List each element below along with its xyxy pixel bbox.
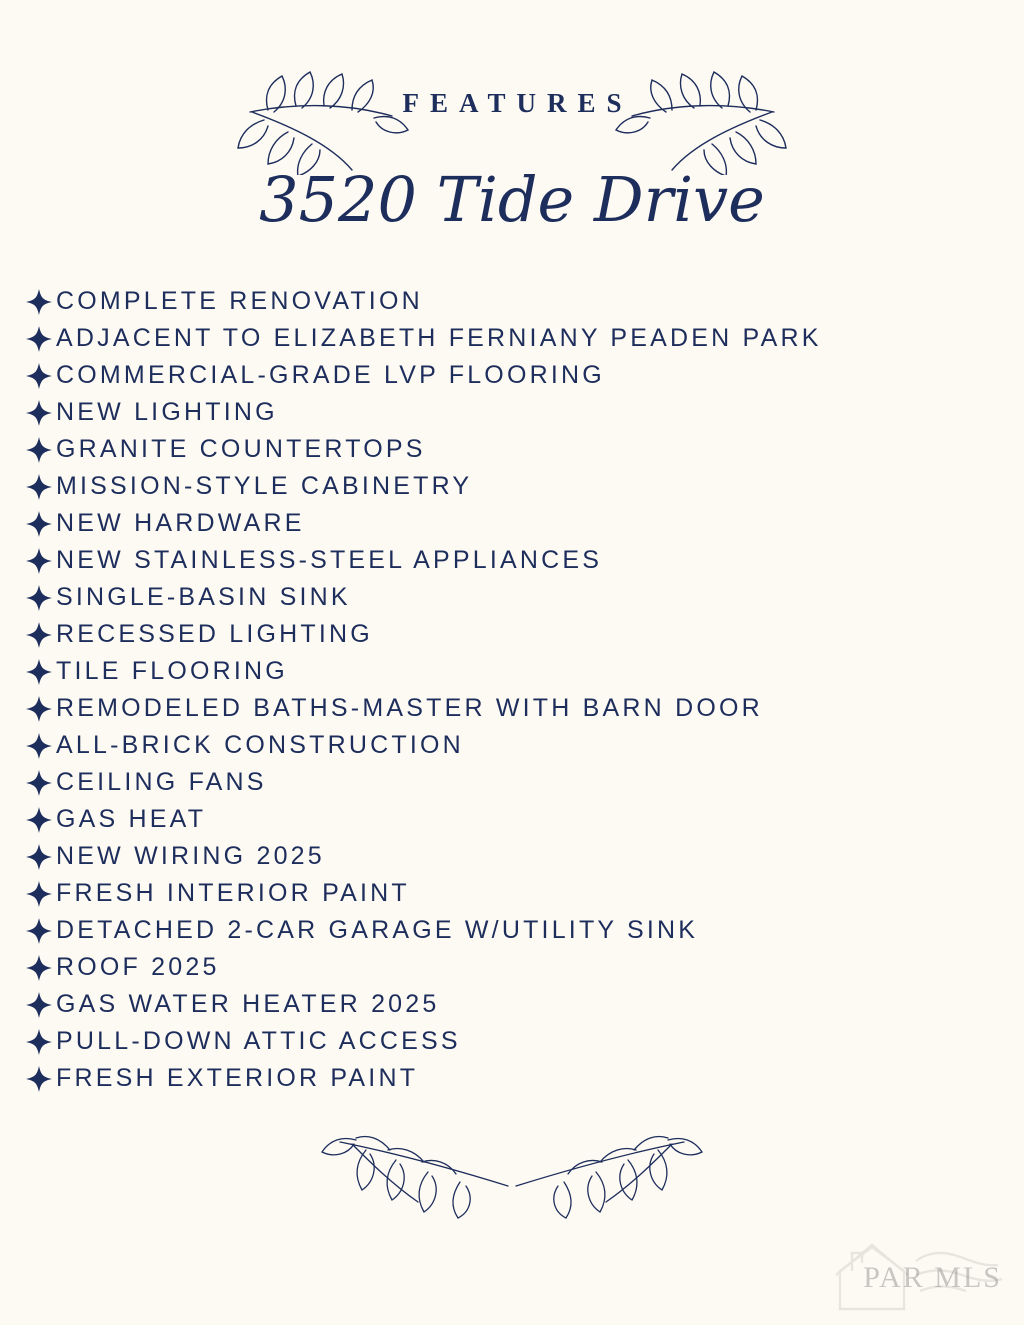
list-item (24, 986, 1004, 1023)
header (0, 0, 1024, 270)
four-point-star-bullet-icon (24, 842, 54, 872)
leafy-branch-flourish-icon (0, 1110, 1024, 1230)
list-item (24, 690, 1004, 727)
list-item (24, 320, 1004, 357)
list-item (24, 1060, 1004, 1097)
feature-label: CEILING FANS (56, 768, 267, 796)
list-item (24, 431, 1004, 468)
list-item (24, 283, 1004, 320)
list-item (24, 912, 1004, 949)
feature-label: NEW HARDWARE (56, 509, 305, 537)
feature-label: ROOF 2025 (56, 953, 220, 981)
four-point-star-bullet-icon (24, 1064, 54, 1094)
feature-label: SINGLE-BASIN SINK (56, 583, 351, 611)
feature-label: COMMERCIAL-GRADE LVP FLOORING (56, 361, 605, 389)
four-point-star-bullet-icon (24, 879, 54, 909)
four-point-star-bullet-icon (24, 694, 54, 724)
four-point-star-bullet-icon (24, 472, 54, 502)
list-item (24, 764, 1004, 801)
four-point-star-bullet-icon (24, 398, 54, 428)
feature-label: NEW LIGHTING (56, 398, 278, 426)
four-point-star-bullet-icon (24, 731, 54, 761)
feature-label: FRESH INTERIOR PAINT (56, 879, 410, 907)
four-point-star-bullet-icon (24, 361, 54, 391)
feature-label: RECESSED LIGHTING (56, 620, 373, 648)
feature-label: NEW STAINLESS-STEEL APPLIANCES (56, 546, 603, 574)
four-point-star-bullet-icon (24, 287, 54, 317)
feature-label: NEW WIRING 2025 (56, 842, 325, 870)
four-point-star-bullet-icon (24, 768, 54, 798)
list-item (24, 542, 1004, 579)
list-item (24, 1023, 1004, 1060)
four-point-star-bullet-icon (24, 509, 54, 539)
feature-label: TILE FLOORING (56, 657, 288, 685)
list-item (24, 505, 1004, 542)
watermark-label: PAR MLS (863, 1261, 1002, 1294)
list-item (24, 357, 1004, 394)
list-item (24, 838, 1004, 875)
list-item (24, 801, 1004, 838)
four-point-star-bullet-icon (24, 1027, 54, 1057)
feature-label: GRANITE COUNTERTOPS (56, 435, 426, 463)
four-point-star-bullet-icon (24, 916, 54, 946)
list-item (24, 394, 1004, 431)
feature-label: REMODELED BATHS-MASTER WITH BARN DOOR (56, 694, 763, 722)
list-item (24, 616, 1004, 653)
four-point-star-bullet-icon (24, 546, 54, 576)
feature-label: FRESH EXTERIOR PAINT (56, 1064, 419, 1092)
feature-label: DETACHED 2-CAR GARAGE W/UTILITY SINK (56, 916, 699, 944)
feature-label: ALL-BRICK CONSTRUCTION (56, 731, 464, 759)
four-point-star-bullet-icon (24, 657, 54, 687)
list-item (24, 653, 1004, 690)
four-point-star-bullet-icon (24, 583, 54, 613)
list-item (24, 579, 1004, 616)
list-item (24, 875, 1004, 912)
list-item (24, 727, 1004, 764)
features-eyebrow: FEATURES (402, 88, 633, 118)
feature-label: GAS WATER HEATER 2025 (56, 990, 440, 1018)
four-point-star-bullet-icon (24, 324, 54, 354)
feature-label: ADJACENT TO ELIZABETH FERNIANY PEADEN PARK (56, 324, 822, 352)
feature-label: COMPLETE RENOVATION (56, 287, 423, 315)
feature-label: GAS HEAT (56, 805, 207, 833)
four-point-star-bullet-icon (24, 953, 54, 983)
feature-label: MISSION-STYLE CABINETRY (56, 472, 473, 500)
page-title: 3520 Tide Drive (259, 163, 765, 236)
list-item (24, 468, 1004, 505)
four-point-star-bullet-icon (24, 435, 54, 465)
four-point-star-bullet-icon (24, 620, 54, 650)
feature-label: PULL-DOWN ATTIC ACCESS (56, 1027, 461, 1055)
features-list (24, 283, 1004, 1097)
four-point-star-bullet-icon (24, 990, 54, 1020)
four-point-star-bullet-icon (24, 805, 54, 835)
list-item (24, 949, 1004, 986)
